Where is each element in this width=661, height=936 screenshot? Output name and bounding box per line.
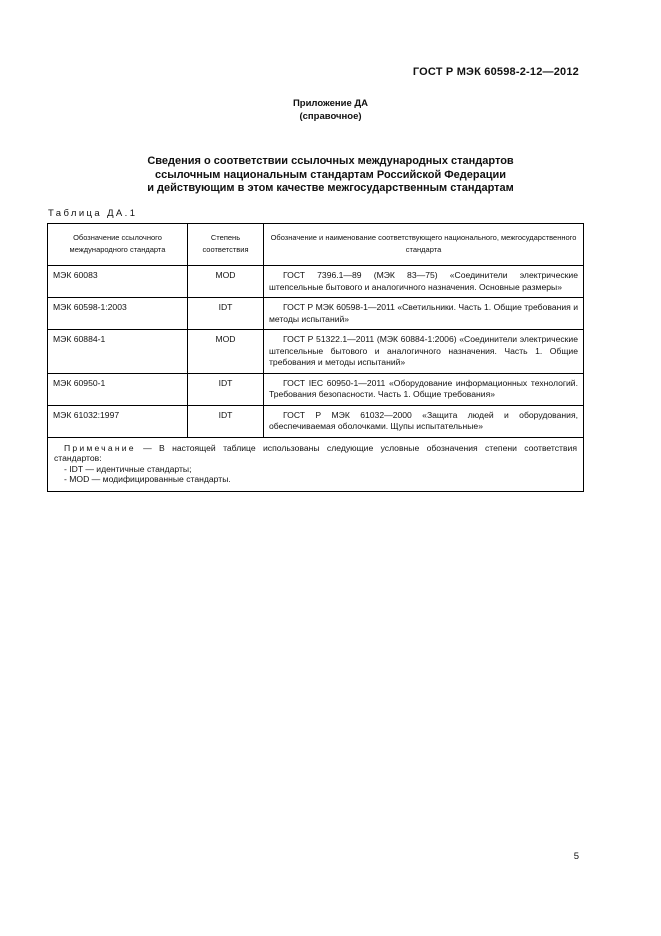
degree-cell: MOD: [188, 266, 264, 298]
note-label: Примечание: [64, 442, 136, 453]
table-caption: Таблица ДА.1: [48, 208, 138, 219]
national-standard-cell: ГОСТ Р МЭК 60598-1—2011 «Светильники. Часть 1. Общие требования и методы испытаний»: [264, 298, 584, 330]
annex-subtitle: (справочное): [299, 111, 362, 122]
table-row: [48, 266, 584, 298]
degree-cell: IDT: [188, 373, 264, 405]
section-heading: [0, 155, 661, 196]
intl-standard-cell: МЭК 60083: [48, 266, 188, 298]
column-header-national: Обозначение и наименование соответствующего национального, межгосударственного стандарта: [264, 224, 584, 266]
column-header-degree: Степень соответствия: [188, 224, 264, 266]
note-item-idt: - IDT — идентичные стандарты;: [64, 463, 192, 474]
note-text: — В настоящей таблице использованы следующие условные обозначения степени соответствия стандартов:: [54, 442, 577, 463]
heading-line-2: ссылочным национальным стандартам Российской Федерации: [154, 168, 507, 181]
degree-cell: IDT: [188, 298, 264, 330]
intl-standard-cell: МЭК 60950-1: [48, 373, 188, 405]
table-row: [48, 373, 584, 405]
page-number: 5: [573, 851, 579, 862]
degree-cell: MOD: [188, 330, 264, 374]
intl-standard-cell: МЭК 60598-1:2003: [48, 298, 188, 330]
annex-title: Приложение ДА: [292, 98, 369, 109]
heading-line-3: и действующим в этом качестве межгосударственным стандартам: [147, 182, 514, 194]
heading-line-1: Сведения о соответствии ссылочных международных стандартов: [147, 155, 514, 167]
national-standard-cell: ГОСТ Р МЭК 61032—2000 «Защита людей и оборудования, обеспечиваемая оболочками. Щупы испытательные»: [264, 405, 584, 437]
table-note-row: [48, 437, 584, 491]
degree-cell: IDT: [188, 405, 264, 437]
table-row: [48, 330, 584, 374]
note-item-mod: - MOD — модифицированные стандарты.: [64, 474, 231, 484]
national-standard-cell: ГОСТ IEC 60950-1—2011 «Оборудование информационных технологий. Требования безопасности. Часть 1. Общие требования»: [264, 373, 584, 405]
table-row: [48, 298, 584, 330]
table-row: [48, 405, 584, 437]
intl-standard-cell: МЭК 60884-1: [48, 330, 188, 374]
correspondence-table: [47, 223, 584, 492]
table-note: [48, 437, 584, 491]
national-standard-cell: ГОСТ Р 51322.1—2011 (МЭК 60884-1:2006) «Соединители электрические штепсельные бытового и аналогичного назначения. Часть 1. Общие требования и методы испытаний»: [264, 330, 584, 374]
national-standard-cell: ГОСТ 7396.1—89 (МЭК 83—75) «Соединители электрические штепсельные бытового и аналогичного назначения. Основные размеры»: [264, 266, 584, 298]
annex-title-block: [0, 97, 661, 123]
document-code: ГОСТ Р МЭК 60598-2-12—2012: [412, 66, 579, 78]
intl-standard-cell: МЭК 61032:1997: [48, 405, 188, 437]
table-header-row: [48, 224, 584, 266]
column-header-intl: Обозначение ссылочного международного стандарта: [48, 224, 188, 266]
